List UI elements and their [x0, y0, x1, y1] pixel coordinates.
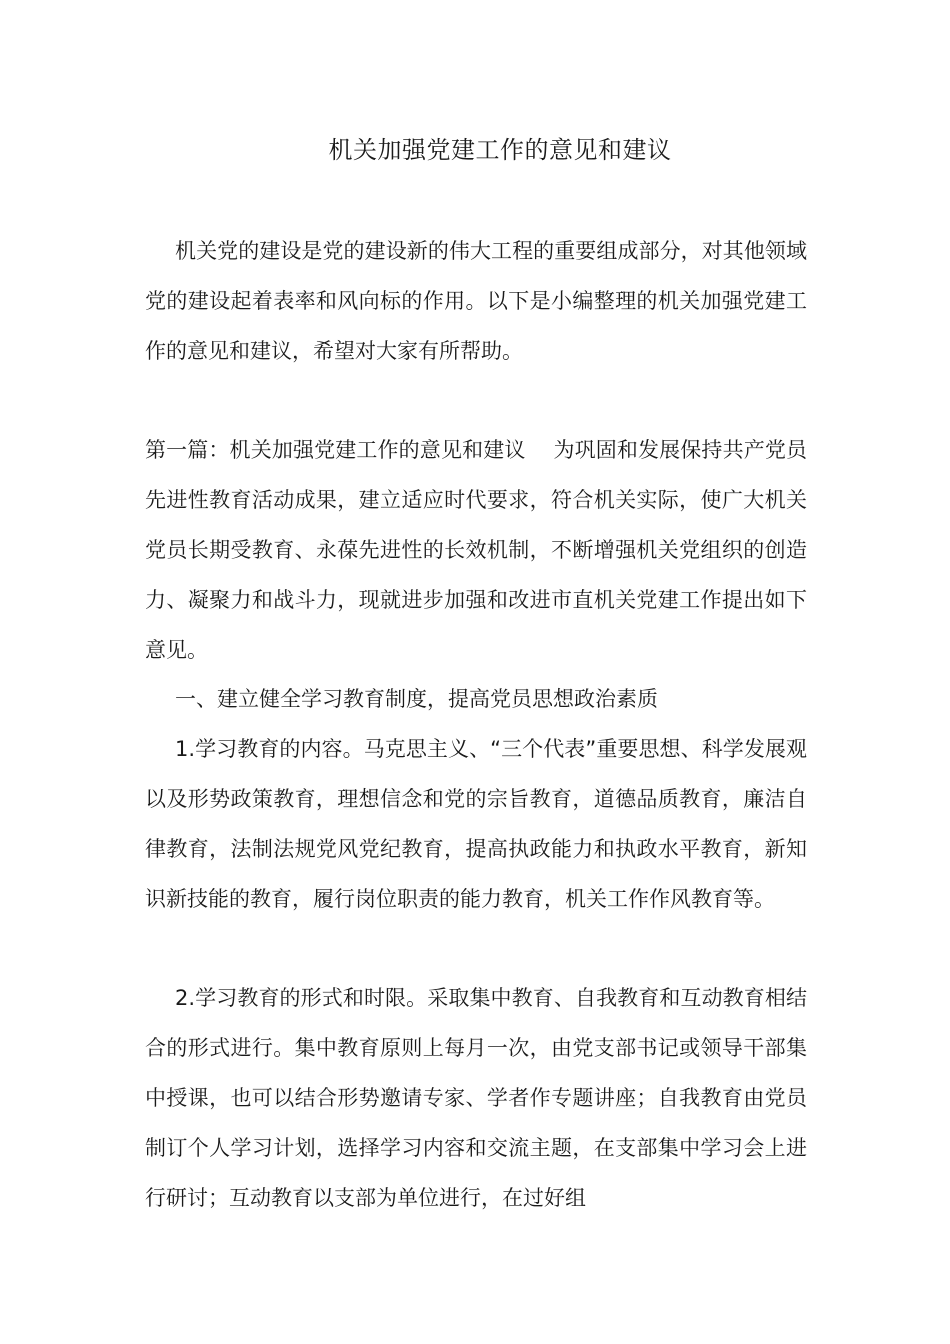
section-heading-one: 一、建立健全学习教育制度，提高党员思想政治素质 [175, 687, 658, 711]
document-title: 机关加强党建工作的意见和建议 [328, 136, 672, 164]
intro-paragraph: 机关党的建设是党的建设新的伟大工程的重要组成部分，对其他领域党的建设起着表率和风向标的作用。以下是小编整理的机关加强党建工作的意见和建议，希望对大家有所帮助。 [145, 239, 807, 363]
item-one-paragraph: 1.学习教育的内容。马克思主义、“三个代表”重要思想、科学发展观以及形势政策教育，理想信念和党的宗旨教育，道德品质教育，廉洁自律教育，法制法规党风党纪教育，提高执政能力和执政水平教育，新知识新技能的教育，履行岗位职责的能力教育，机关工作作风教育等。 [145, 737, 807, 911]
first-article-paragraph: 第一篇：机关加强党建工作的意见和建议 为巩固和发展保持共产党员先进性教育活动成果，建立适应时代要求，符合机关实际，使广大机关党员长期受教育、永葆先进性的长效机制，不断增强机关党组织的创造力、凝聚力和战斗力，现就进步加强和改进市直机关党建工作提出如下意见。 [145, 438, 807, 662]
item-two-paragraph: 2.学习教育的形式和时限。采取集中教育、自我教育和互动教育相结合的形式进行。集中教育原则上每月一次，由党支部书记或领导干部集中授课，也可以结合形势邀请专家、学者作专题讲座；自我教育由党员制订个人学习计划，选择学习内容和交流主题，在支部集中学习会上进行研讨；互动教育以支部为单位进行，在过好组 [145, 986, 807, 1210]
